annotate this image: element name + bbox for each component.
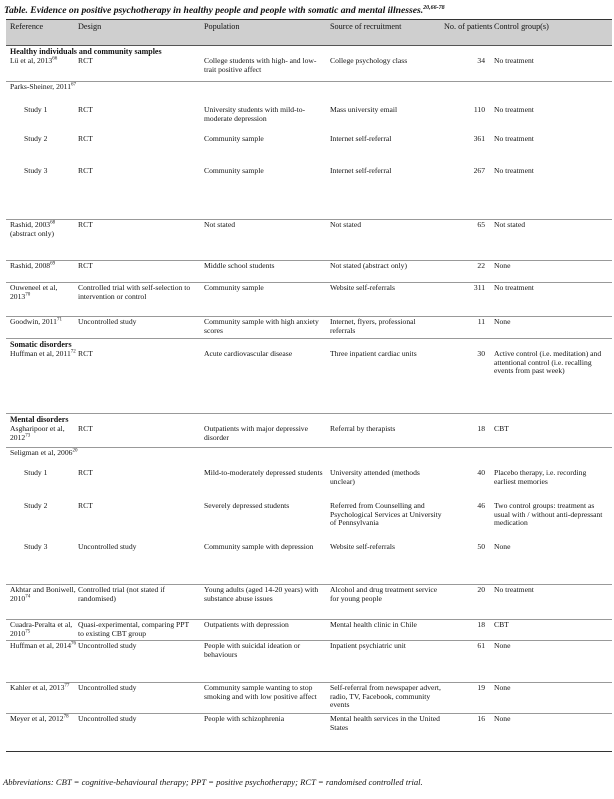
- cell-design: RCT: [78, 261, 93, 270]
- cell-population: Community sample wanting to stop smoking and with low positive affect: [204, 683, 317, 701]
- cell-reference: [10, 262, 78, 271]
- table-row: [6, 349, 612, 414]
- reference-text: Huffman et al, 2011: [10, 349, 71, 358]
- table-row: [6, 714, 612, 752]
- cell-source: Internet self-referral: [330, 134, 392, 143]
- cell-population: Community sample: [204, 166, 264, 175]
- cell-population: Community sample: [204, 283, 264, 292]
- cell-control: Active control (i.e. meditation) and attentional control (i.e. recalling events from past week): [494, 349, 602, 376]
- cell-reference: [10, 425, 78, 442]
- cell-design: RCT: [78, 468, 93, 477]
- cell-patients: 19: [477, 683, 485, 692]
- table-row: [6, 683, 612, 714]
- reference-text: Rashid, 2003: [10, 220, 51, 229]
- cell-population: Community sample with high anxiety scores: [204, 317, 319, 335]
- cell-design: RCT: [78, 166, 93, 175]
- header-design: Design: [78, 22, 102, 31]
- cell-design: Controlled trial (not stated if randomised): [78, 585, 165, 603]
- table-row: [6, 641, 612, 683]
- citation-number: 66: [52, 56, 58, 62]
- reference-text: Study 3: [24, 166, 48, 175]
- cell-population: Outpatients with major depressive disorder: [204, 424, 308, 442]
- cell-control: None: [494, 317, 511, 326]
- cell-source: Mass university email: [330, 105, 398, 114]
- cell-reference: [10, 221, 78, 238]
- reference-text: Meyer et al, 2012: [10, 714, 64, 723]
- cell-design: Uncontrolled study: [78, 683, 137, 692]
- citation-number: 75: [25, 629, 31, 635]
- cell-design: Uncontrolled study: [78, 317, 137, 326]
- cell-design: RCT: [78, 349, 93, 358]
- evidence-table: [6, 19, 612, 752]
- table-row: [6, 283, 612, 317]
- cell-source: Not stated: [330, 220, 362, 229]
- cell-patients: 361: [473, 134, 485, 143]
- citation-number: 70: [25, 292, 31, 298]
- cell-design: RCT: [78, 501, 93, 510]
- cell-patients: 40: [477, 468, 485, 477]
- cell-control: Not stated: [494, 220, 526, 229]
- citation-number: 78: [63, 714, 69, 720]
- reference-text: Lü et al, 2013: [10, 56, 53, 65]
- cell-reference: [10, 83, 78, 92]
- cell-patients: 50: [477, 542, 485, 551]
- reference-text: Study 1: [24, 105, 48, 114]
- citation-number: 71: [56, 317, 62, 323]
- citation-number: 76: [71, 641, 77, 647]
- reference-text: Rashid, 2008: [10, 261, 51, 270]
- reference-text: Study 2: [24, 134, 48, 143]
- cell-control: No treatment: [494, 166, 534, 175]
- table-row: [6, 620, 612, 641]
- table-header-row: [6, 20, 612, 46]
- reference-text: Study 2: [24, 501, 48, 510]
- table-row: [6, 448, 612, 468]
- reference-note: (abstract only): [10, 228, 55, 238]
- cell-patients: 267: [473, 166, 485, 175]
- reference-text: Study 3: [24, 542, 48, 551]
- cell-reference: [10, 449, 78, 458]
- cell-control: None: [494, 683, 511, 692]
- cell-population: People with suicidal ideation or behaviours: [204, 641, 301, 659]
- header-population: Population: [204, 22, 240, 31]
- section-somatic: [6, 339, 612, 349]
- cell-population: Mild-to-moderately depressed students: [204, 468, 323, 477]
- cell-patients: 110: [473, 105, 485, 114]
- cell-population: Severely depressed students: [204, 501, 290, 510]
- cell-control: CBT: [494, 620, 509, 629]
- cell-design: RCT: [78, 56, 93, 65]
- cell-control: No treatment: [494, 283, 534, 292]
- cell-source: University attended (methods unclear): [330, 468, 420, 486]
- citation-number: 69: [50, 261, 56, 267]
- cell-population: University students with mild-to-moderate depression: [204, 105, 306, 123]
- cell-control: No treatment: [494, 134, 534, 143]
- cell-population: Community sample with depression: [204, 542, 314, 551]
- table-row: [6, 56, 612, 82]
- cell-reference: [10, 621, 78, 638]
- cell-patients: 18: [477, 424, 485, 433]
- table-row: [6, 134, 612, 166]
- cell-control: None: [494, 641, 511, 650]
- cell-source: Not stated (abstract only): [330, 261, 407, 270]
- reference-text: Kahler et al, 2013: [10, 683, 65, 692]
- cell-design: RCT: [78, 134, 93, 143]
- cell-population: Middle school students: [204, 261, 275, 270]
- table-row: [6, 261, 612, 283]
- cell-control: No treatment: [494, 105, 534, 114]
- reference-text: Goodwin, 2011: [10, 317, 57, 326]
- cell-population: Outpatients with depression: [204, 620, 289, 629]
- cell-source: Website self-referrals: [330, 283, 395, 292]
- cell-design: Controlled trial with self-selection to intervention or control: [78, 283, 191, 301]
- header-patients: No. of patients: [444, 22, 493, 31]
- cell-source: Inpatient psychiatric unit: [330, 641, 406, 650]
- header-source: Source of recruitment: [330, 22, 402, 31]
- cell-design: RCT: [78, 424, 93, 433]
- cell-control: Two control groups: treatment as usual with / without anti-depressant medication: [494, 501, 603, 528]
- table-row: [6, 468, 612, 501]
- table-row: [6, 105, 612, 134]
- cell-control: None: [494, 261, 511, 270]
- reference-text: Ouweneel et al, 2013: [10, 283, 58, 301]
- cell-population: College students with high- and low-trait positive affect: [204, 56, 317, 74]
- cell-design: RCT: [78, 105, 93, 114]
- cell-population: People with schizophrenia: [204, 714, 285, 723]
- cell-patients: 34: [477, 56, 485, 65]
- cell-population: Young adults (aged 14-20 years) with substance abuse issues: [204, 585, 319, 603]
- reference-text: Study 1: [24, 468, 48, 477]
- cell-population: Community sample: [204, 134, 264, 143]
- section-mental: [6, 414, 612, 424]
- cell-reference: [10, 57, 78, 66]
- table-row: [6, 424, 612, 448]
- table-row: [6, 542, 612, 585]
- cell-design: Uncontrolled study: [78, 641, 137, 650]
- section-title: Mental disorders: [10, 415, 69, 424]
- cell-source: Internet self-referral: [330, 166, 392, 175]
- table-row: [6, 166, 612, 220]
- cell-source: Mental health services in the United States: [330, 714, 440, 732]
- cell-control: None: [494, 714, 511, 723]
- reference-text: Huffman et al, 2014: [10, 641, 72, 650]
- citation-number: 77: [64, 683, 70, 689]
- header-reference: Reference: [10, 22, 44, 31]
- cell-population: Acute cardiovascular disease: [204, 349, 293, 358]
- citation-number: 72: [70, 349, 76, 355]
- cell-source: Website self-referrals: [330, 542, 395, 551]
- cell-reference: [10, 715, 78, 724]
- cell-patients: 20: [477, 585, 485, 594]
- cell-patients: 65: [477, 220, 485, 229]
- cell-source: Alcohol and drug treatment service for young people: [330, 585, 438, 603]
- abbreviations-note: Abbreviations: CBT = cognitive-behavioural therapy; PPT = positive psychotherapy; RCT = randomised controlled trial.: [3, 777, 423, 787]
- cell-patients: 18: [477, 620, 485, 629]
- cell-source: Referral by therapists: [330, 424, 396, 433]
- header-control: Control group(s): [494, 22, 549, 31]
- cell-patients: 22: [477, 261, 485, 270]
- cell-source: Three inpatient cardiac units: [330, 349, 417, 358]
- table-row: [6, 585, 612, 620]
- reference-text: Cuadra-Peralta et al, 2010: [10, 620, 73, 638]
- cell-reference: [10, 350, 78, 359]
- cell-reference: [10, 642, 78, 651]
- citation-number: 20: [72, 448, 78, 454]
- cell-control: None: [494, 542, 511, 551]
- cell-patients: 16: [477, 714, 485, 723]
- citation-number: 73: [25, 433, 31, 439]
- cell-patients: 11: [477, 317, 485, 326]
- cell-source: Internet, flyers, professional referrals: [330, 317, 416, 335]
- citation-number: 68: [50, 220, 56, 226]
- cell-reference: [10, 318, 78, 327]
- cell-reference: [10, 586, 78, 603]
- cell-design: Quasi-experimental, comparing PPT to existing CBT group: [78, 620, 189, 638]
- cell-source: Self-referral from newspaper advert, radio, TV, Facebook, community events: [330, 683, 441, 710]
- cell-control: No treatment: [494, 56, 534, 65]
- reference-text: Asgharipoor et al, 2012: [10, 424, 65, 442]
- cell-reference: [10, 684, 78, 693]
- cell-design: Uncontrolled study: [78, 542, 137, 551]
- cell-patients: 30: [477, 349, 485, 358]
- section-title: Healthy individuals and community samples: [10, 47, 162, 56]
- cell-design: Uncontrolled study: [78, 714, 137, 723]
- cell-design: RCT: [78, 220, 93, 229]
- table-caption: Table. Evidence on positive psychotherapy in healthy people and people with somatic and mental illnesses.$^{20,66-78}$: [4, 4, 445, 16]
- reference-text: Parks-Sheiner, 2011: [10, 82, 71, 91]
- cell-source: College psychology class: [330, 56, 408, 65]
- table-row: [6, 501, 612, 542]
- cell-patients: 311: [473, 283, 485, 292]
- cell-patients: 46: [477, 501, 485, 510]
- cell-control: Placebo therapy, i.e. recording earliest memories: [494, 468, 587, 486]
- cell-control: CBT: [494, 424, 509, 433]
- section-title: Somatic disorders: [10, 340, 72, 349]
- table-row: [6, 317, 612, 339]
- cell-source: Referred from Counselling and Psychological Services at University of Pennsylvania: [330, 501, 442, 528]
- cell-reference: [10, 284, 78, 301]
- citation-number: 67: [71, 82, 76, 88]
- section-healthy: [6, 46, 612, 56]
- reference-text: Seligman et al, 2006: [10, 448, 73, 457]
- cell-patients: 61: [477, 641, 485, 650]
- table-row: [6, 82, 612, 105]
- cell-control: No treatment: [494, 585, 534, 594]
- citation-number: 74: [25, 594, 31, 600]
- table-row: [6, 220, 612, 261]
- reference-text: Akhtar and Boniwell, 2010: [10, 585, 76, 603]
- cell-source: Mental health clinic in Chile: [330, 620, 417, 629]
- cell-population: Not stated: [204, 220, 236, 229]
